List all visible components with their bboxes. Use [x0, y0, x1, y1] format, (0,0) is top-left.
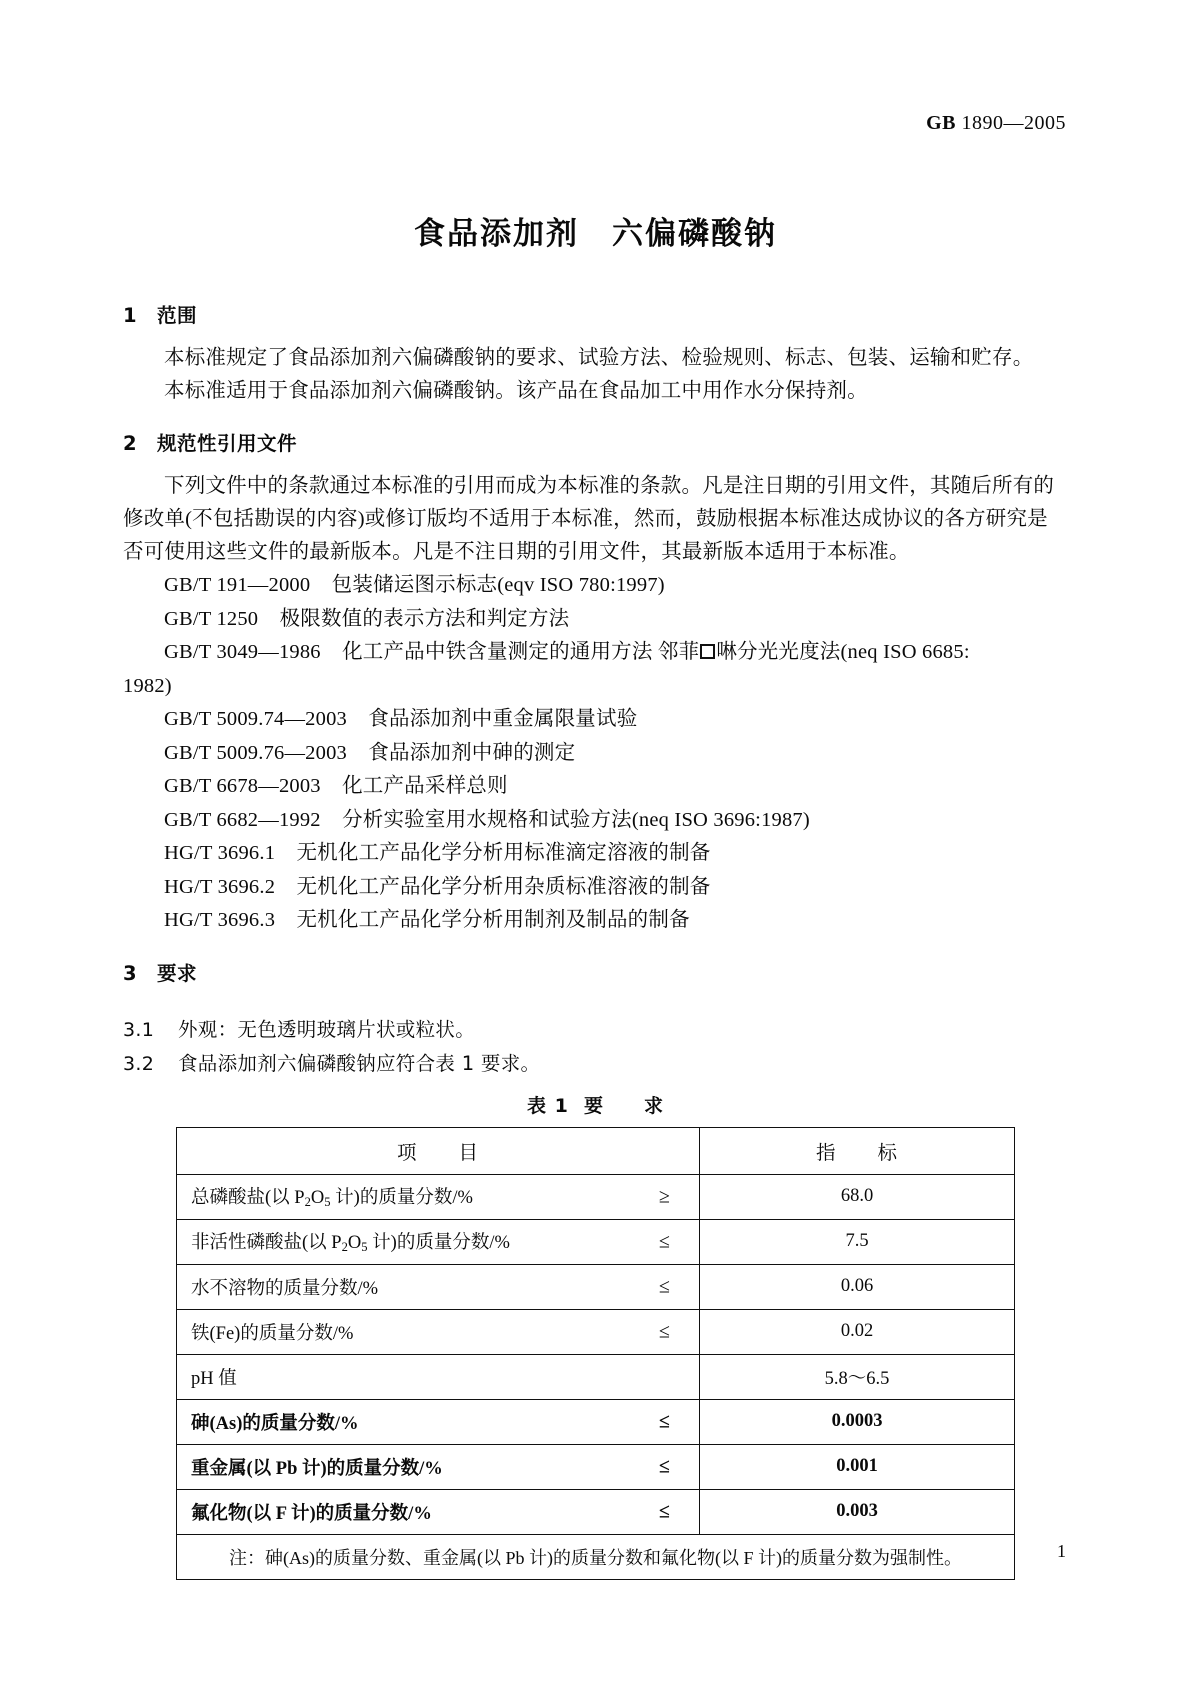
row-item-label — [177, 1174, 700, 1219]
table-row — [177, 1309, 1015, 1354]
section-3-title: 要求 — [157, 961, 198, 985]
reference-item — [123, 603, 1068, 637]
section-1-number: 1 — [123, 304, 138, 327]
section-1-paragraph-2: 本标准适用于食品添加剂六偏磷酸钠。该产品在食品加工中用作水分保持剂。 — [164, 380, 868, 402]
clause-3-1 — [123, 1013, 1068, 1047]
clause-3-1-number: 3.1 — [123, 1018, 155, 1041]
column-header-index: 指 标 — [700, 1127, 1015, 1174]
reference-code: GB/T 3049—1986 — [164, 641, 321, 663]
comparison-symbol: ≤ — [659, 1275, 670, 1297]
reference-title: 无机化工产品化学分析用杂质标准溶液的制备 — [296, 875, 711, 898]
standard-number: 1890—2005 — [956, 112, 1066, 134]
section-1-heading — [123, 300, 1068, 328]
row-value: 0.001 — [700, 1444, 1015, 1489]
reference-item — [123, 804, 1068, 838]
reference-title: 化工产品采样总则 — [342, 775, 508, 797]
comparison-symbol: ≥ — [659, 1185, 670, 1207]
section-2-heading — [123, 428, 1068, 456]
requirements-table — [176, 1127, 1015, 1580]
table-note: 注：砷(As)的质量分数、重金属(以 Pb 计)的质量分数和氟化物(以 F 计)的质量分数为强制性。 — [177, 1534, 1015, 1579]
row-item-label — [177, 1309, 700, 1354]
table-note-row — [177, 1534, 1015, 1579]
section-2-number: 2 — [123, 432, 138, 455]
row-item-label — [177, 1444, 700, 1489]
item-text: 重金属(以 Pb 计)的质量分数/% — [191, 1458, 443, 1479]
section-3-number: 3 — [123, 961, 138, 985]
item-text: 总磷酸盐(以 $P_2O_5$ 计)的质量分数/% — [191, 1187, 473, 1210]
reference-code: HG/T 3696.3 — [164, 909, 276, 931]
page-number: 1 — [1057, 1541, 1066, 1561]
item-text: 铁(Fe)的质量分数/% — [191, 1323, 354, 1344]
comparison-symbol: ≤ — [659, 1455, 670, 1477]
row-item-label — [177, 1489, 700, 1534]
item-text: 水不溶物的质量分数/% — [191, 1278, 379, 1299]
reference-item — [123, 737, 1068, 771]
row-item-label — [177, 1399, 700, 1444]
reference-title: 无机化工产品化学分析用标准滴定溶液的制备 — [296, 842, 711, 864]
page-title: 食品添加剂 六偏磷酸钠 — [414, 216, 777, 252]
reference-item — [123, 904, 1068, 938]
reference-item — [123, 703, 1068, 737]
table-caption-title: 要 求 — [584, 1094, 665, 1117]
table-row — [177, 1354, 1015, 1399]
reference-code: GB/T 6678—2003 — [164, 775, 321, 797]
row-value: 68.0 — [700, 1174, 1015, 1219]
reference-wrap-line: 1982) — [123, 674, 172, 697]
reference-title: 极限数值的表示方法和判定方法 — [279, 607, 570, 630]
clause-3-2-number: 3.2 — [123, 1052, 155, 1075]
reference-title: 食品添加剂中砷的测定 — [368, 741, 576, 764]
comparison-symbol: ≤ — [659, 1410, 670, 1432]
reference-code: GB/T 6682—1992 — [164, 808, 321, 831]
reference-code: HG/T 3696.2 — [164, 875, 276, 898]
section-1-paragraph-1: 本标准规定了食品添加剂六偏磷酸钠的要求、试验方法、检验规则、标志、包装、运输和贮存。 — [164, 347, 1034, 369]
reference-title: 分析实验室用水规格和试验方法(neq ISO 3696:1987) — [342, 808, 810, 831]
reference-code: GB/T 5009.76—2003 — [164, 741, 347, 764]
clause-3-1-text: 外观：无色透明玻璃片状或粒状。 — [178, 1017, 476, 1041]
reference-title: 无机化工产品化学分析用制剂及制品的制备 — [296, 909, 690, 931]
section-2-paragraph-1: 下列文件中的条款通过本标准的引用而成为本标准的条款。凡是注日期的引用文件，其随后所有的修改单(不包括勘误的内容)或修订版均不适用于本标准，然而，鼓励根据本标准达成协议的各方研究是否可使用这些文件的最新版本。凡是不注日期的引用文件，其最新版本适用于本标准。 — [123, 475, 1055, 563]
item-text: 氟化物(以 F 计)的质量分数/% — [191, 1503, 432, 1524]
item-text: pH 值 — [191, 1368, 237, 1389]
clause-3-2-text: 食品添加剂六偏磷酸钠应符合表 1 要求。 — [178, 1051, 541, 1075]
row-value: 5.8～6.5 — [700, 1354, 1015, 1399]
reference-code: GB/T 191—2000 — [164, 574, 311, 596]
reference-code: GB/T 5009.74—2003 — [164, 708, 347, 730]
table-row — [177, 1444, 1015, 1489]
standard-prefix: GB — [926, 112, 956, 134]
column-header-item: 项 目 — [177, 1127, 700, 1174]
reference-item — [123, 770, 1068, 804]
reference-item — [123, 569, 1068, 603]
reference-code: HG/T 3696.1 — [164, 842, 276, 864]
table-header-row — [177, 1127, 1015, 1174]
table-row — [177, 1219, 1015, 1264]
row-value: 0.06 — [700, 1264, 1015, 1309]
table-row — [177, 1264, 1015, 1309]
item-text: 砷(As)的质量分数/% — [191, 1413, 359, 1434]
reference-title: 包装储运图示标志(eqv ISO 780:1997) — [331, 574, 665, 596]
row-item-label — [177, 1354, 700, 1399]
table-caption-label: 表 1 — [526, 1094, 569, 1117]
reference-title: 化工产品中铁含量测定的通用方法 邻菲 — [342, 641, 700, 663]
missing-glyph-box-icon — [700, 644, 715, 659]
clause-3-2 — [123, 1047, 1068, 1081]
table-caption — [123, 1091, 1068, 1118]
comparison-symbol: ≤ — [659, 1500, 670, 1522]
table-row — [177, 1489, 1015, 1534]
row-item-label — [177, 1219, 700, 1264]
row-value: 0.003 — [700, 1489, 1015, 1534]
section-1-title: 范围 — [157, 304, 198, 327]
table-row — [177, 1399, 1015, 1444]
row-value: 0.0003 — [700, 1399, 1015, 1444]
reference-item — [123, 636, 1068, 670]
comparison-symbol: ≤ — [659, 1230, 670, 1252]
section-2-title: 规范性引用文件 — [157, 432, 298, 455]
section-3-heading — [123, 958, 1068, 986]
row-item-label — [177, 1264, 700, 1309]
page-header — [926, 112, 1066, 135]
comparison-symbol: ≤ — [659, 1320, 670, 1342]
table-row — [177, 1174, 1015, 1219]
row-value: 7.5 — [700, 1219, 1015, 1264]
reference-item — [123, 837, 1068, 871]
item-text: 非活性磷酸盐(以 $P_2O_5$ 计)的质量分数/% — [191, 1232, 510, 1255]
row-value: 0.02 — [700, 1309, 1015, 1354]
reference-title: 食品添加剂中重金属限量试验 — [368, 708, 638, 730]
document-body — [123, 300, 1068, 1580]
reference-item — [123, 871, 1068, 905]
reference-code: GB/T 1250 — [164, 607, 259, 630]
reference-title-continued: 啉分光光度法(neq ISO 6685: — [716, 641, 970, 663]
